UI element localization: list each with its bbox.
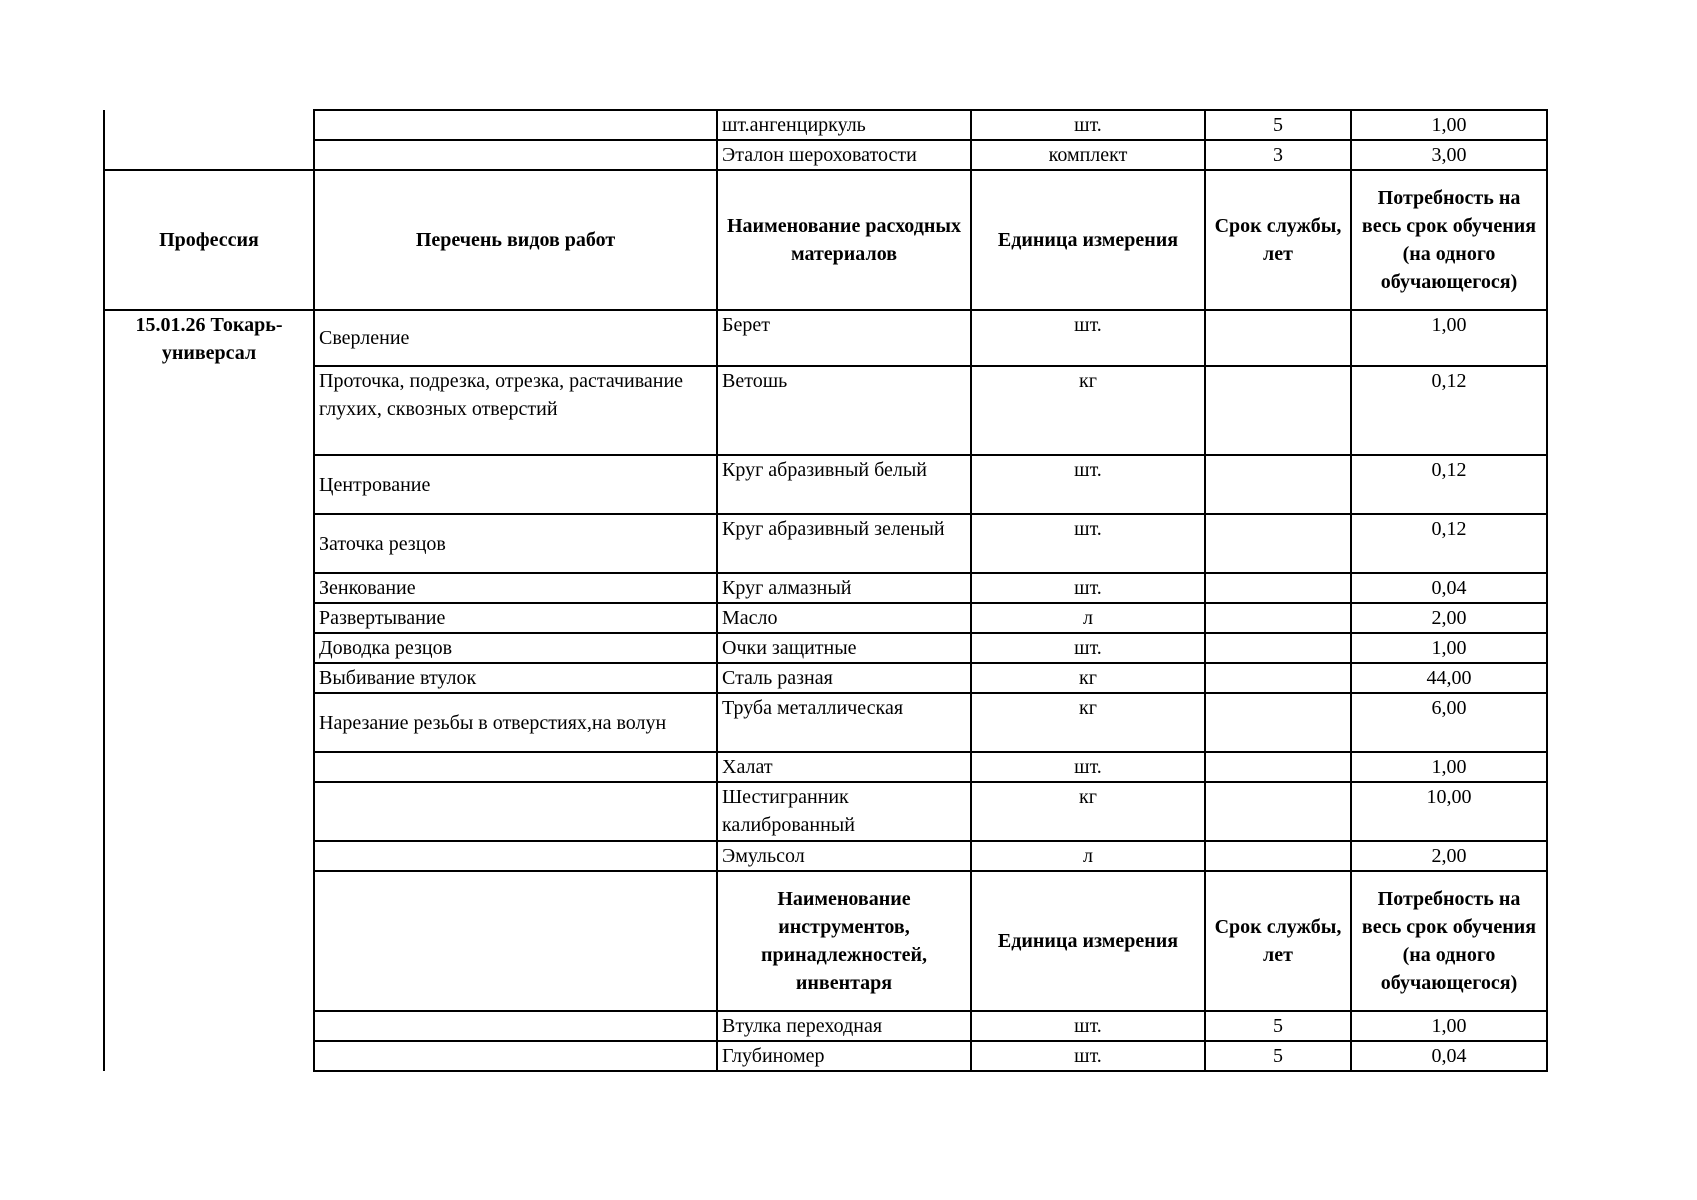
work-cell [314,782,717,841]
life-cell [1205,366,1351,455]
work-cell: Центрование [314,455,717,514]
item-cell: Сталь разная [717,663,971,693]
unit-cell: кг [971,366,1205,455]
need-cell: 10,00 [1351,782,1547,841]
table-row [104,693,1547,752]
item-cell: Масло [717,603,971,633]
header-life: Срок службы, лет [1205,170,1351,310]
need-cell: 0,12 [1351,514,1547,573]
item-cell: Эталон шероховатости [717,140,971,170]
header-unit: Единица измерения [971,170,1205,310]
table-row [104,514,1547,573]
life-cell: 5 [1205,1041,1351,1071]
work-cell [314,1041,717,1071]
life-cell [1205,841,1351,871]
life-cell: 5 [1205,110,1351,140]
need-cell: 6,00 [1351,693,1547,752]
item-cell: Ветошь [717,366,971,455]
item-cell: Шестигранник калиброванный [717,782,971,841]
work-cell [314,841,717,871]
life-cell [1205,782,1351,841]
header-row [104,871,1547,1011]
item-cell: Втулка переходная [717,1011,971,1041]
table-row [104,455,1547,514]
item-cell: Труба металлическая [717,693,971,752]
life-cell [1205,633,1351,663]
work-cell [314,1011,717,1041]
unit-cell: шт. [971,455,1205,514]
unit-cell: шт. [971,752,1205,782]
need-cell: 3,00 [1351,140,1547,170]
work-cell [314,752,717,782]
life-cell [1205,752,1351,782]
item-cell: Глубиномер [717,1041,971,1071]
header-unit: Единица измерения [971,871,1205,1011]
table-row [104,633,1547,663]
life-cell [1205,514,1351,573]
header-row [104,170,1547,310]
need-cell: 2,00 [1351,841,1547,871]
header-need: Потребность на весь срок обучения (на одного обучающегося) [1351,871,1547,1011]
work-cell: Зенкование [314,573,717,603]
table-row [104,1011,1547,1041]
header-works: Перечень видов работ [314,170,717,310]
work-cell [314,110,717,140]
table-row [104,663,1547,693]
profession-cell: 15.01.26 Токарь-универсал [104,310,314,1071]
item-cell: Круг абразивный белый [717,455,971,514]
life-cell [1205,310,1351,366]
table-row [104,110,1547,140]
table-row [104,366,1547,455]
work-cell: Нарезание резьбы в отверстиях,на волун [314,693,717,752]
life-cell [1205,663,1351,693]
header-item: Наименование расходных материалов [717,170,971,310]
life-cell [1205,573,1351,603]
need-cell: 0,12 [1351,455,1547,514]
unit-cell: л [971,841,1205,871]
need-cell: 1,00 [1351,752,1547,782]
work-cell: Проточка, подрезка, отрезка, растачивание глухих, сквозных отверстий [314,366,717,455]
header-profession: Профессия [104,170,314,310]
item-cell: Круг алмазный [717,573,971,603]
need-cell: 1,00 [1351,110,1547,140]
item-cell: Эмульсол [717,841,971,871]
life-cell [1205,603,1351,633]
table-row [104,310,1547,366]
unit-cell: л [971,603,1205,633]
work-cell: Выбивание втулок [314,663,717,693]
unit-cell: шт. [971,514,1205,573]
profession-cell-empty [104,140,314,170]
table-row [104,140,1547,170]
unit-cell: кг [971,693,1205,752]
item-cell: Круг абразивный зеленый [717,514,971,573]
unit-cell: шт. [971,310,1205,366]
unit-cell: шт. [971,633,1205,663]
need-cell: 1,00 [1351,1011,1547,1041]
table-row [104,841,1547,871]
need-cell: 0,04 [1351,573,1547,603]
life-cell [1205,693,1351,752]
profession-cell-empty [104,110,314,140]
header-works-empty [314,871,717,1011]
table-row [104,1041,1547,1071]
item-cell: Халат [717,752,971,782]
materials-table [103,109,1548,1072]
need-cell: 2,00 [1351,603,1547,633]
header-tools-item: Наименование инструментов, принадлежностей, инвентаря [717,871,971,1011]
header-need: Потребность на весь срок обучения (на одного обучающегося) [1351,170,1547,310]
need-cell: 0,04 [1351,1041,1547,1071]
unit-cell: кг [971,663,1205,693]
table-row [104,752,1547,782]
work-cell: Сверление [314,310,717,366]
unit-cell: комплект [971,140,1205,170]
life-cell: 5 [1205,1011,1351,1041]
header-life: Срок службы, лет [1205,871,1351,1011]
unit-cell: шт. [971,573,1205,603]
unit-cell: шт. [971,1041,1205,1071]
work-cell: Заточка резцов [314,514,717,573]
need-cell: 1,00 [1351,633,1547,663]
unit-cell: шт. [971,1011,1205,1041]
table-row [104,603,1547,633]
work-cell: Доводка резцов [314,633,717,663]
item-cell: Очки защитные [717,633,971,663]
need-cell: 44,00 [1351,663,1547,693]
table-row [104,782,1547,841]
table-row [104,573,1547,603]
item-cell: Берет [717,310,971,366]
work-cell: Развертывание [314,603,717,633]
unit-cell: шт. [971,110,1205,140]
unit-cell: кг [971,782,1205,841]
life-cell: 3 [1205,140,1351,170]
need-cell: 1,00 [1351,310,1547,366]
work-cell [314,140,717,170]
life-cell [1205,455,1351,514]
item-cell: шт.ангенциркуль [717,110,971,140]
need-cell: 0,12 [1351,366,1547,455]
